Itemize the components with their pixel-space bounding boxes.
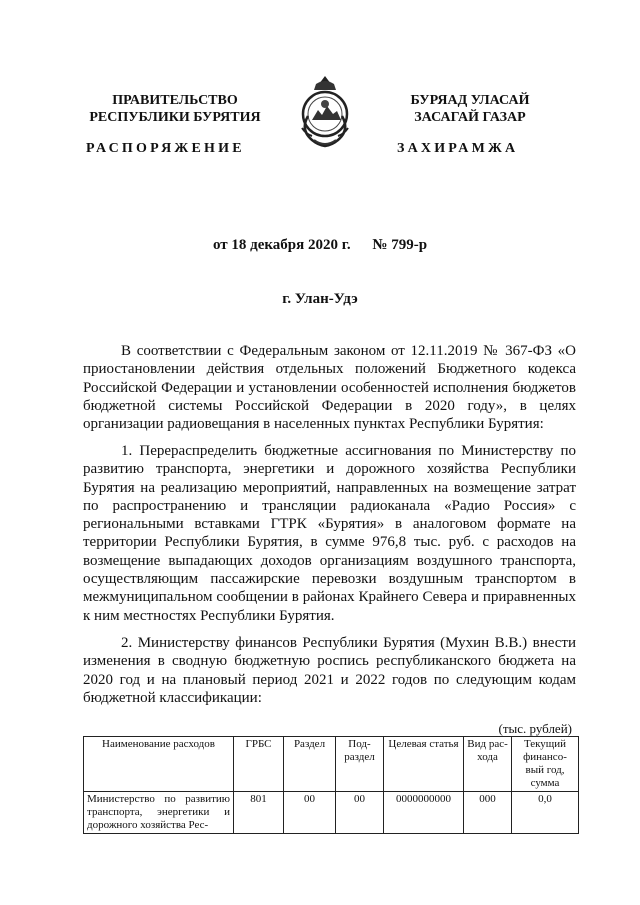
- header-expense-type: Вид рас-хода: [464, 737, 512, 792]
- republic-title: РЕСПУБЛИКИ БУРЯТИЯ: [89, 110, 261, 125]
- order-type-buryat: ЗАХИРАМЖА: [397, 141, 519, 156]
- header-left: [60, 92, 290, 126]
- government-title: ПРАВИТЕЛЬСТВО: [112, 93, 238, 108]
- clause-1-paragraph: 1. Перераспределить бюджетные ассигнования по Министерству по развитию транспорта, энергетики и дорожного хозяйства Республики Бурятия на реализацию мероприятий, направленных на возмещение затрат по распространению и трансляции радиоканала «Радио Россия» с региональными вставками ГТРК «Бурятия» в аналоговом формате на территории Республики Бурятия, в сумме 976,8 тыс. руб. с расходов на возмещение выпадающих доходов организациям воздушного транспорта, осуществляющим пассажирские перевозки воздушным транспортом в межмуниципальном сообщении в районах Крайнего Севера и приравненных к ним местностях Республики Бурятия.: [83, 443, 576, 624]
- header-section: Раздел: [284, 737, 336, 792]
- header-subsection: Под-раздел: [336, 737, 384, 792]
- header-right: [370, 92, 570, 126]
- header-target-article: Целевая статья: [384, 737, 464, 792]
- preamble-paragraph: В соответствии с Федеральным законом от 12.11.2019 № 367-ФЗ «О приостановлении действия отдельных положений Бюджетного кодекса Российской Федерации и установлении особенностей исполнения бюджетов бюджетной системы Российской Федерации в 2020 году», в целях организации радиовещания в населенных пунктах Республики Бурятия:: [83, 343, 576, 433]
- coat-of-arms-buryatia-icon: [296, 70, 354, 160]
- budget-classification-table: [83, 736, 579, 834]
- document-number: № 799-р: [372, 237, 428, 253]
- table-row: [84, 792, 579, 834]
- row-expense-name: Министерство по развитию транспорта, энергетики и дорожного хозяйства Рес-: [84, 792, 234, 834]
- document-city: г. Улан-Удэ: [282, 291, 358, 307]
- document-date-line: [0, 237, 640, 254]
- document-date: от 18 декабря 2020 г.: [212, 237, 351, 253]
- government-subtitle-buryat: ЗАСАГАЙ ГАЗАР: [414, 110, 526, 125]
- order-type-russian: РАСПОРЯЖЕНИЕ: [86, 141, 245, 156]
- row-sum: 0,0: [512, 792, 579, 834]
- header-grbs: ГРБС: [234, 737, 284, 792]
- row-grbs: 801: [234, 792, 284, 834]
- government-title-buryat: БУРЯАД УЛАСАЙ: [410, 93, 530, 108]
- row-subsection: 00: [336, 792, 384, 834]
- row-section: 00: [284, 792, 336, 834]
- table-header-row: [84, 737, 579, 792]
- row-expense-type: 000: [464, 792, 512, 834]
- header-expense-name: Наименование расходов: [84, 737, 234, 792]
- table-units: (тыс. рублей): [498, 721, 572, 736]
- clause-2-paragraph: 2. Министерству финансов Республики Бурятия (Мухин В.В.) внести изменения в сводную бюджетную роспись республиканского бюджета на 2020 год и на плановый период 2021 и 2022 годов по следующим кодам бюджетной классификации:: [83, 635, 576, 706]
- header-current-year-sum: Текущий финансо-вый год, сумма: [512, 737, 579, 792]
- row-target-article: 0000000000: [384, 792, 464, 834]
